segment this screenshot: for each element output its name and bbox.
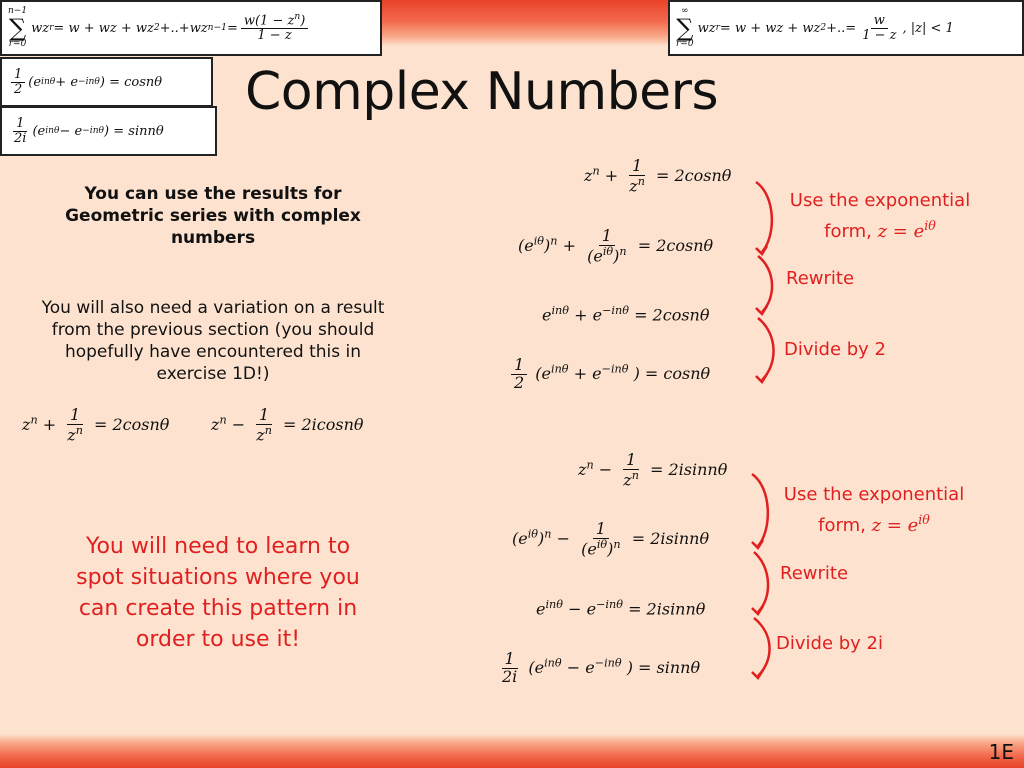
identity-rhs: ) = sinnθ [626, 657, 701, 677]
cos-derivation-line-4 [508, 357, 710, 392]
fraction-numerator: 1 [511, 357, 527, 375]
convergence-condition: , |z| < 1 [902, 20, 954, 36]
sin-derivation-line-4 [496, 651, 700, 686]
operator: + [562, 235, 582, 255]
denominator-close: ) [613, 246, 620, 266]
slide-number: 1E [988, 740, 1014, 764]
denominator-exp-power: iθ [602, 244, 614, 258]
fraction-numerator: 1 [629, 158, 645, 176]
exp-term: e [542, 305, 552, 325]
series-term-power: r [715, 23, 720, 33]
exp-term: e [536, 599, 546, 619]
identity-middle: − e [59, 123, 83, 139]
denominator-outer-power: n [613, 537, 621, 551]
z-power: n [30, 413, 38, 427]
fraction-numerator: 1 [502, 651, 518, 669]
identity-rhs: ) = sinnθ [104, 123, 164, 139]
equation-rhs: = 2icosnθ [283, 414, 364, 434]
denominator-power: n [637, 174, 645, 188]
fraction-numerator: 1 [256, 407, 272, 425]
operator: + [42, 414, 62, 434]
outer-power: n [544, 527, 552, 541]
half-i-fraction [499, 651, 520, 686]
exponent-positive: inθ [544, 656, 562, 670]
fraction-denominator: 1 − z [257, 28, 292, 44]
equation-rhs: = 2isinnθ [631, 528, 710, 548]
denominator-exp-power: iθ [596, 537, 608, 551]
z-term: z [584, 165, 593, 185]
series-term: wz [697, 20, 716, 36]
fraction-numerator: 1 [593, 521, 609, 539]
page-title: Complex Numbers [245, 62, 719, 122]
reciprocal-fraction [626, 158, 648, 195]
operator: − [556, 528, 576, 548]
series-sum-fraction [241, 13, 308, 43]
equation-rhs: = 2isinnθ [628, 599, 706, 619]
z-power: n [219, 413, 227, 427]
fraction-denominator: 2 [14, 81, 23, 97]
sin-note-rewrite: Rewrite [780, 563, 849, 584]
fraction-denominator: 2 [514, 372, 525, 392]
series-expansion-power: 2 [153, 23, 160, 33]
half-i-fraction [11, 117, 29, 145]
variation-text: You will also need a variation on a result from the previous section (you should hopefully have encountered this in exercise 1D!) [41, 298, 385, 384]
exponent-positive: inθ [45, 126, 60, 136]
fraction-numerator: 1 [67, 407, 83, 425]
sin-identity-formula-box [0, 106, 217, 156]
note-text: Use the exponential form, [789, 190, 971, 242]
sigma-symbol: n−1 ∑ r=0 [8, 6, 28, 49]
fraction-denominator: 2i [502, 666, 518, 686]
exp-power: iθ [533, 234, 545, 248]
series-expansion: = w + wz + wz [53, 20, 154, 36]
exponent-positive: inθ [551, 362, 569, 376]
exponent-negative: −inθ [82, 126, 105, 136]
sin-note-divide: Divide by 2i [776, 633, 883, 654]
identity-body: (e [535, 363, 551, 383]
exp-power: inθ [545, 598, 563, 611]
half-fraction [511, 357, 527, 392]
infinite-series-formula-box [668, 0, 1024, 56]
cos-note-exponential-form [780, 188, 980, 244]
note-math: z = e [871, 515, 919, 536]
operator: − [598, 459, 618, 479]
equation-rhs: = 2cosnθ [634, 305, 710, 325]
exp-neg-power: −inθ [602, 304, 629, 317]
note-math-power: iθ [924, 218, 936, 233]
series-expansion-power: 2 [820, 23, 827, 33]
reciprocal-fraction [64, 407, 86, 444]
half-fraction [11, 68, 25, 96]
exp-term: (e [512, 528, 528, 548]
fraction-numerator: 1 [623, 452, 639, 470]
exp-close: ) [538, 528, 545, 548]
highlight-text: You will need to learn to spot situations where you can create this pattern in order to use it! [76, 534, 360, 652]
denominator-power: n [631, 468, 639, 482]
reciprocal-fraction [578, 521, 624, 558]
note-math-power: iθ [918, 512, 930, 527]
exponent-negative: −inθ [594, 656, 622, 670]
series-term: wz [31, 20, 50, 36]
reciprocal-fraction [253, 407, 275, 444]
note-text: Use the exponential form, [783, 484, 965, 536]
z-term: z [578, 459, 587, 479]
exp-power: iθ [527, 527, 539, 541]
intro-text: You can use the results for Geometric series with complex numbers [65, 184, 361, 248]
sum-upper-limit: ∞ [681, 6, 689, 16]
cos-identity-formula-box [0, 57, 213, 107]
sum-upper-limit: n−1 [8, 6, 28, 16]
sin-derivation-line-1 [578, 452, 727, 489]
identity-middle: − e [566, 657, 595, 677]
cos-note-rewrite: Rewrite [786, 268, 855, 289]
exp-power: inθ [551, 304, 569, 317]
operator: + e [574, 305, 603, 325]
fraction-denominator: 1 − z [862, 27, 897, 43]
cos-derivation-line-2 [518, 228, 713, 265]
fraction-numerator: w [871, 14, 888, 29]
sigma-symbol: ∞ ∑ r=0 [676, 6, 694, 49]
equation-rhs: = 2cosnθ [656, 165, 732, 185]
sin-note-exponential-form [774, 482, 974, 538]
fraction-numerator: 1 [13, 117, 27, 132]
cos-note-divide: Divide by 2 [784, 339, 886, 360]
sin-derivation-line-2 [512, 521, 709, 558]
equation-rhs: = 2isinnθ [650, 459, 728, 479]
cos-derivation-line-3 [542, 304, 709, 324]
z-term: z [211, 414, 220, 434]
fraction-denominator: (e [581, 539, 597, 559]
identity-rhs: ) = cosnθ [99, 74, 163, 90]
identity-body: (e [528, 657, 545, 677]
series-tail: +..= [826, 20, 857, 36]
denominator-power: n [75, 423, 83, 437]
equals-sign: = [226, 20, 238, 36]
denominator-close: ) [607, 539, 614, 559]
sum-lower-limit: r=0 [676, 39, 694, 49]
z-term: z [22, 414, 31, 434]
fraction-denominator: 2i [14, 130, 27, 146]
bottom-gradient-band [0, 734, 1024, 768]
fraction-numerator: 1 [599, 228, 615, 246]
operator: − [231, 414, 251, 434]
series-expansion: = w + wz + wz [719, 20, 821, 36]
identity-middle: + e [573, 363, 602, 383]
exponent-negative: −inθ [601, 362, 629, 376]
sum-lower-limit: r=0 [8, 39, 27, 49]
sin-derivation-line-3 [536, 598, 705, 618]
left-cos-result [22, 407, 169, 444]
z-power: n [586, 458, 594, 472]
identity-rhs: ) = cosnθ [633, 363, 711, 383]
fraction-denominator: (e [587, 246, 603, 266]
exponent-positive: inθ [41, 77, 56, 87]
exp-term: (e [518, 235, 534, 255]
fraction-denominator: z [629, 176, 638, 196]
z-power: n [592, 164, 600, 178]
equation-rhs: = 2cosnθ [94, 414, 170, 434]
outer-power: n [550, 234, 558, 248]
series-term-power: r [49, 23, 54, 33]
operator: + [604, 165, 624, 185]
fraction-denominator: z [623, 470, 632, 490]
series-tail-power: n−1 [207, 23, 227, 33]
fraction-numerator: 1 [11, 68, 25, 83]
identity-middle: + e [55, 74, 79, 90]
fraction-numerator: w(1 − z [243, 13, 295, 29]
left-sin-result [211, 407, 364, 444]
identity-body: (e [28, 74, 42, 90]
cos-step-arrows [748, 178, 782, 388]
reciprocal-fraction [584, 228, 630, 265]
finite-series-formula-box [0, 0, 382, 56]
series-sum-fraction [859, 14, 899, 42]
fraction-denominator: z [67, 425, 76, 445]
fraction-denominator: z [256, 425, 265, 445]
note-math: z = e [877, 221, 925, 242]
denominator-power: n [264, 423, 272, 437]
numerator-power: n [294, 12, 301, 23]
exp-neg-power: −inθ [596, 598, 623, 611]
equation-rhs: = 2cosnθ [637, 235, 714, 255]
exp-close: ) [544, 235, 551, 255]
operator: − e [568, 599, 597, 619]
sin-step-arrows [744, 470, 778, 684]
exponent-negative: −inθ [78, 77, 100, 87]
reciprocal-fraction [620, 452, 642, 489]
series-tail: +..+wz [159, 20, 208, 36]
cos-derivation-line-1 [584, 158, 731, 195]
denominator-outer-power: n [619, 244, 627, 258]
numerator-close: ) [300, 13, 306, 29]
identity-body: (e [32, 123, 46, 139]
